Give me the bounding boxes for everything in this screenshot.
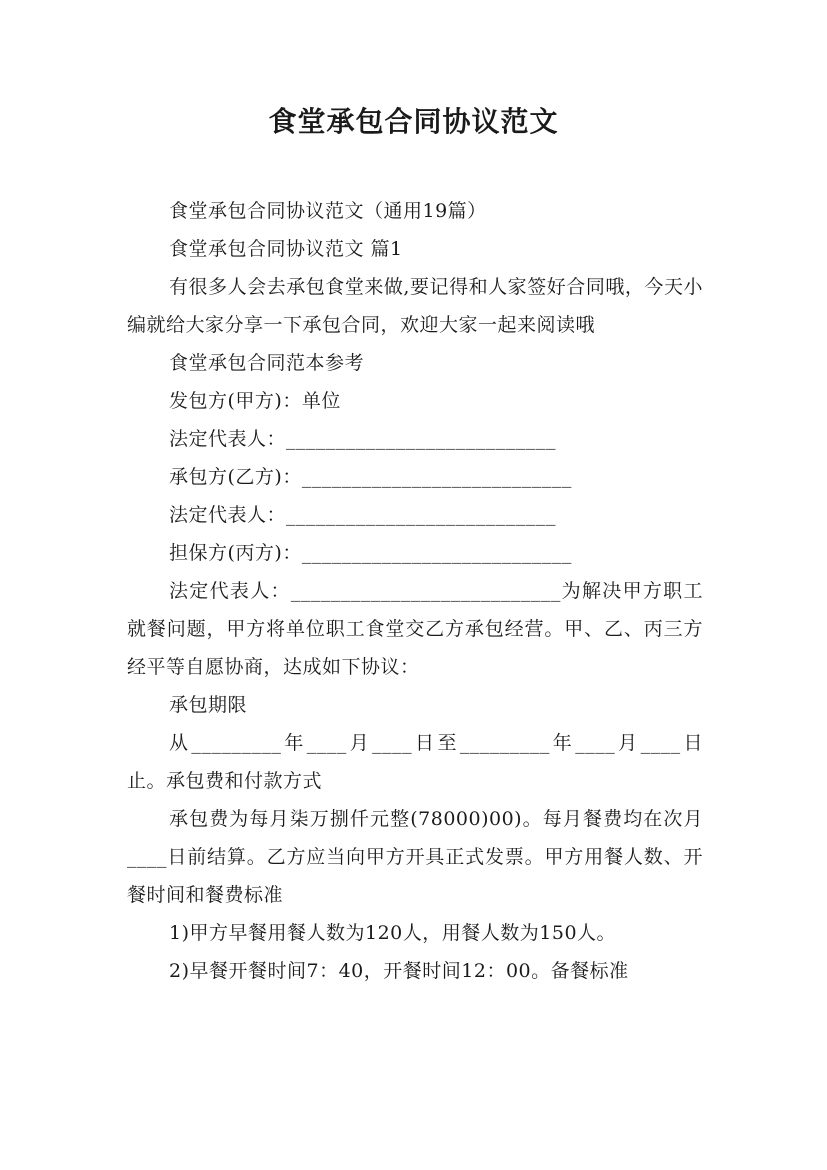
paragraph-party-c: 担保方(丙方)：___________________________ bbox=[169, 542, 572, 564]
paragraph-intro: 有很多人会去承包食堂来做,要记得和人家签好合同哦，今天小编就给大家分享一下承包合同，欢迎大家一起来阅读哦 bbox=[127, 276, 703, 336]
paragraph-section-heading: 食堂承包合同协议范文 篇1 bbox=[169, 238, 403, 260]
paragraph-subtitle: 食堂承包合同协议范文（通用19篇） bbox=[169, 200, 487, 222]
paragraph-fee: 承包费为每月柒万捌仟元整(78000)00)。每月餐费均在次月____日前结算。乙方应当向甲方开具正式发票。甲方用餐人数、开餐时间和餐费标准 bbox=[127, 808, 703, 906]
paragraph-party-a-representative: 法定代表人：___________________________ bbox=[169, 428, 557, 450]
paragraph-party-b: 承包方(乙方)：___________________________ bbox=[169, 466, 572, 488]
paragraph-party-b-representative: 法定代表人：___________________________ bbox=[169, 504, 557, 526]
paragraph-term-heading: 承包期限 bbox=[169, 694, 248, 716]
document-body bbox=[127, 192, 703, 990]
paragraph-party-a: 发包方(甲方)：单位 bbox=[169, 390, 341, 412]
paragraph-item-1: 1)甲方早餐用餐人数为120人，用餐人数为150人。 bbox=[169, 922, 617, 944]
document-title: 食堂承包合同协议范文 bbox=[268, 105, 559, 138]
paragraph-reference-heading: 食堂承包合同范本参考 bbox=[169, 352, 365, 374]
paragraph-party-c-representative: 法定代表人：___________________________为解决甲方职工就餐问题，甲方将单位职工食堂交乙方承包经营。甲、乙、丙三方经平等自愿协商，达成如下协议： bbox=[127, 580, 703, 678]
paragraph-item-2: 2)早餐开餐时间7：40，开餐时间12：00。备餐标准 bbox=[169, 960, 629, 982]
paragraph-term-dates: 从_________年____月____日至_________年____月____日止。承包费和付款方式 bbox=[127, 732, 703, 792]
